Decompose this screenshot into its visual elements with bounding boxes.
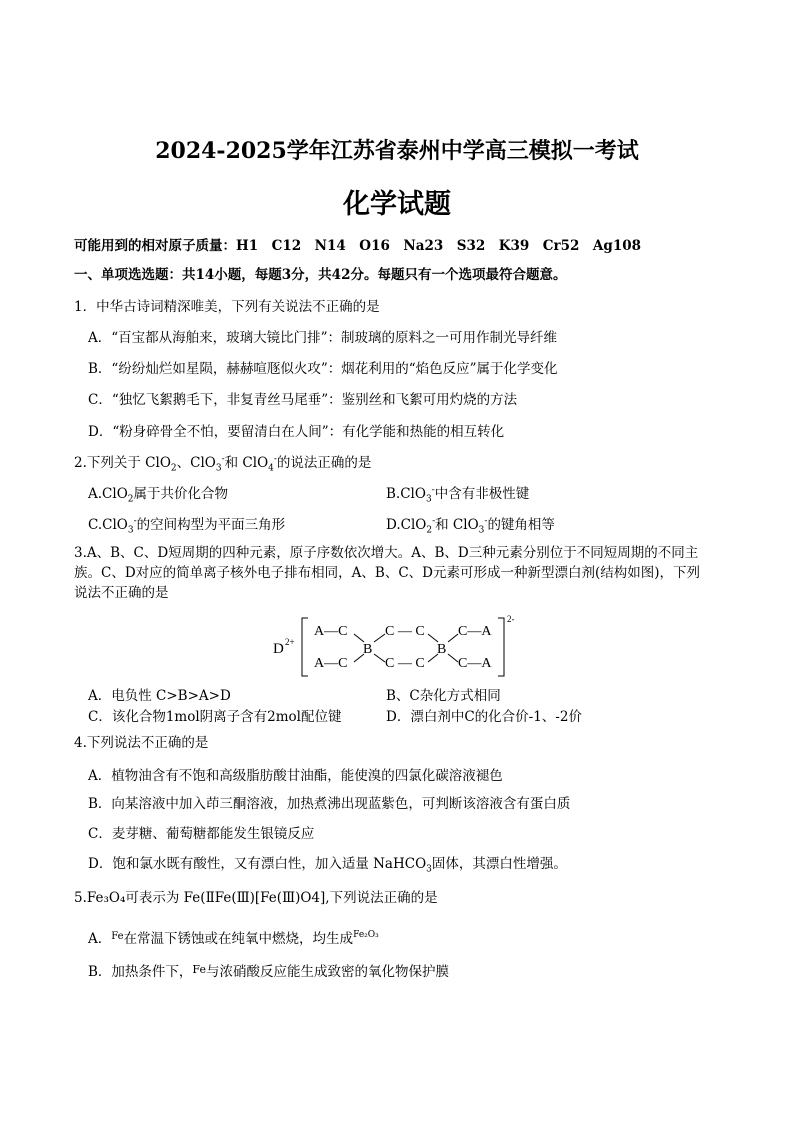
- question-4-stem: 4.下列说法不正确的是: [74, 735, 209, 751]
- question-4-option-b: B．向某溶液中加入茚三酮溶液，加热煮沸出现蓝紫色，可判断该溶液含有蛋白质: [88, 796, 571, 812]
- page-subtitle: 化学试题: [343, 189, 451, 220]
- atom-group-c-a-top-right: C—A: [458, 624, 492, 639]
- right-bracket: [498, 618, 504, 676]
- question-3-option-a: A．电负性 C>B>A>D: [88, 688, 231, 704]
- bond: [448, 654, 458, 662]
- atom-group-c-c-top: C — C: [385, 624, 425, 639]
- cation-charge: 2+: [285, 637, 295, 647]
- atom-group-a-c-bottom-left: A—C: [314, 656, 348, 671]
- question-2-option-b: B.ClO$_3$-中含有非极性键: [386, 485, 530, 505]
- question-2-stem: 2.下列关于 ClO$_2$、ClO$_3$-和 ClO$_4$-的说法正确的是: [74, 454, 372, 474]
- cation-label: D: [273, 641, 284, 657]
- question-5-option-a: A．$^{Fe}$在常温下锈蚀或在纯氧中燃烧，均生成$^{Fe_2O_3}$: [88, 930, 379, 947]
- bond: [428, 634, 438, 642]
- question-1-option-a: A．“百宝都从海舶来，玻璃大镜比门排”：制玻璃的原料之一可用作制光导纤维: [88, 330, 558, 346]
- atom-group-c-a-bottom-right: C—A: [458, 656, 492, 671]
- bleach-structure-diagram: [268, 610, 528, 682]
- question-5-stem: 5.Fe₃O₄可表示为 Fe(ⅡFe(Ⅲ)[Fe(Ⅲ)O4],下列说法正确的是: [74, 890, 438, 906]
- bond: [448, 634, 458, 642]
- question-1-option-d: D．“粉身碎骨全不怕，要留清白在人间”：有化学能和热能的相互转化: [88, 424, 505, 440]
- question-3-stem-line-2: 族。C、D对应的简单离子核外电子排布相同，A、B、C、D元素可形成一种新型漂白剂(结构如图)，下列: [74, 565, 701, 581]
- atom-group-c-c-bottom: C — C: [385, 656, 425, 671]
- question-2-option-c: C.ClO$_3$-的空间构型为平面三角形: [88, 516, 286, 536]
- anion-charge: 2-: [507, 614, 515, 624]
- question-3-option-b: B、C杂化方式相同: [386, 688, 501, 704]
- question-3-stem-line-3: 说法不正确的是: [74, 585, 169, 601]
- atom-b-right: B: [437, 642, 447, 657]
- atomic-masses: 可能用到的相对原子质量：H1 C12 N14 O16 Na23 S32 K39 Cr52 Ag108: [74, 238, 642, 254]
- question-4-option-a: A．植物油含有不饱和高级脂肪酸甘油酯，能使溴的四氯化碳溶液褪色: [88, 768, 503, 784]
- question-2-option-a: A.ClO$_2$属于共价化合物: [88, 486, 228, 505]
- atom-b-left: B: [363, 642, 373, 657]
- question-4-option-d: D．饱和氯水既有酸性，又有漂白性，加入适量 NaHCO$_3$固体，其漂白性增强。: [88, 856, 567, 875]
- question-2-option-d: D.ClO$_2$-和 ClO$_3$-的键角相等: [386, 516, 555, 536]
- atom-group-a-c-top-left: A—C: [314, 624, 348, 639]
- question-3-option-c: C．该化合物1mol阴离子含有2mol配位键: [88, 709, 342, 725]
- question-1-stem: 1．中华古诗词精深唯美，下列有关说法不正确的是: [74, 299, 380, 315]
- section-heading: 一、单项选选题：共14小题，每题3分，共42分。每题只有一个选项最符合题意。: [74, 267, 567, 283]
- left-bracket: [302, 618, 308, 676]
- bond: [428, 654, 438, 662]
- bond: [374, 654, 385, 662]
- question-1-option-b: B．“纷纷灿烂如星陨，赫赫喧豗似火攻”：烟花利用的“焰色反应”属于化学变化: [88, 361, 558, 377]
- question-5-option-b: B．加热条件下，$^{Fe}$与浓硝酸反应能生成致密的氧化物保护膜: [88, 963, 449, 980]
- question-4-option-c: C．麦芽糖、葡萄糖都能发生银镜反应: [88, 826, 315, 842]
- bond: [354, 654, 364, 662]
- bond: [374, 634, 385, 642]
- question-3-option-d: D．漂白剂中C的化合价-1、-2价: [386, 709, 582, 725]
- question-3-stem-line-1: 3.A、B、C、D短周期的四种元素，原子序数依次增大。A、B、D三种元素分别位于不同短周期的不同主: [74, 545, 699, 561]
- bond: [354, 634, 364, 642]
- page-title: 2024-2025学年江苏省泰州中学高三模拟一考试: [155, 138, 639, 164]
- question-1-option-c: C．“独忆飞絮鹅毛下，非复青丝马尾垂”：鉴别丝和飞絮可用灼烧的方法: [88, 392, 518, 408]
